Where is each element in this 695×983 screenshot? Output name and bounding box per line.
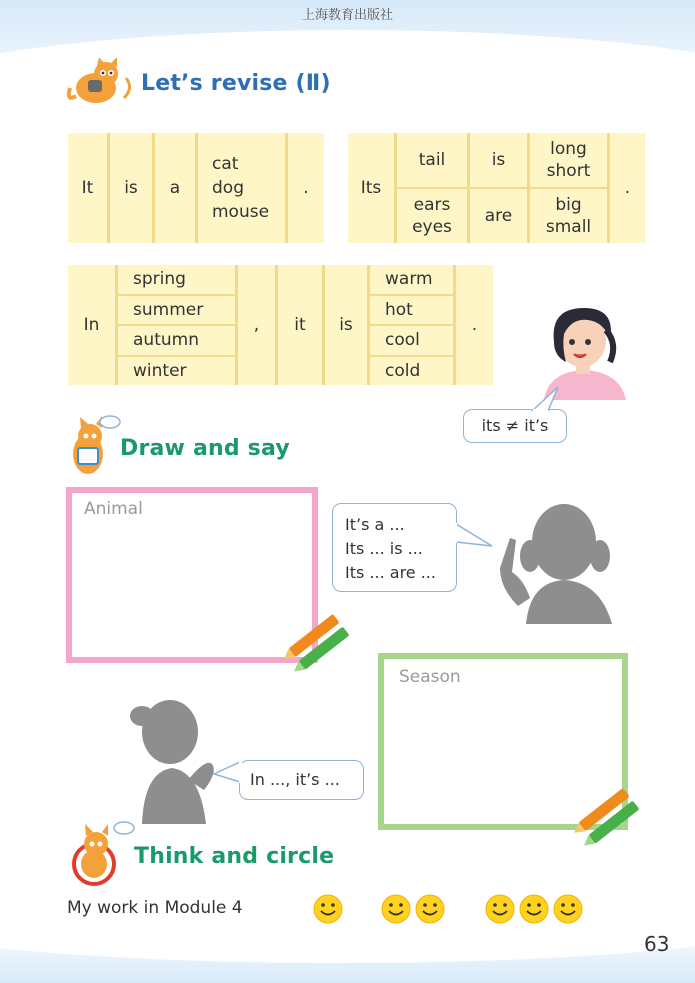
sentence-table-seasons	[68, 265, 493, 385]
season-sentence-bubble: In ..., it’s ...	[239, 760, 364, 800]
bubble-tail-icon	[454, 520, 494, 550]
section-title-draw: Draw and say	[120, 436, 290, 461]
list-item: spring	[133, 269, 186, 290]
bubble-tail-icon	[530, 385, 560, 412]
list-item: ears	[413, 195, 451, 215]
work-label: My work in Module 4	[67, 898, 243, 918]
smiley-icon	[312, 893, 344, 925]
table-cell: it	[278, 265, 325, 385]
list-item: short	[546, 161, 591, 181]
animal-sentence-bubble	[332, 503, 457, 592]
table-cell: .	[471, 315, 478, 335]
table-cell-parts	[397, 133, 470, 243]
sentence-table-animal	[68, 133, 324, 243]
table-cell: Its	[348, 133, 397, 243]
crayons-icon	[282, 614, 358, 672]
cat-with-crayon-icon	[66, 414, 122, 480]
table-cell: is	[325, 265, 370, 385]
smiley-icon	[484, 893, 586, 925]
list-item: big	[555, 195, 582, 215]
publisher-name: 上海教育出版社	[301, 8, 393, 23]
section-title-think: Think and circle	[134, 844, 335, 869]
list-item: autumn	[118, 324, 235, 355]
table-cell-weather	[370, 265, 456, 385]
list-item: cold	[370, 355, 453, 386]
table-cell: In	[68, 265, 118, 385]
smiley-icon	[380, 893, 448, 925]
table-cell: a	[155, 133, 198, 243]
crayons-icon	[572, 788, 648, 846]
rating-three-smileys[interactable]	[484, 893, 586, 929]
bubble-line: Its ... is ...	[345, 539, 423, 558]
frame-label-animal: Animal	[84, 499, 143, 519]
sentence-table-body-parts	[348, 133, 645, 243]
table-cell: It	[68, 133, 110, 243]
table-cell-nouns	[198, 133, 288, 243]
list-item: winter	[118, 355, 235, 386]
table-cell: .	[624, 178, 631, 198]
section-title-revise: Let’s revise (Ⅱ)	[141, 71, 331, 96]
list-item: mouse	[212, 202, 270, 222]
bubble-tail-icon	[212, 758, 242, 786]
list-item: is	[491, 150, 506, 170]
list-item: dog	[212, 178, 244, 198]
list-item: small	[545, 217, 592, 237]
frame-label-season: Season	[399, 667, 461, 687]
table-cell-verbs	[470, 133, 530, 243]
child-silhouette-icon	[490, 498, 622, 624]
bubble-line: It’s a ...	[345, 515, 405, 534]
rating-two-smileys[interactable]	[380, 893, 448, 929]
list-item: tail	[418, 150, 446, 170]
table-cell-seasons	[118, 265, 238, 385]
rating-one-smiley[interactable]	[312, 893, 344, 929]
list-item: eyes	[412, 217, 452, 237]
table-cell-adjectives	[530, 133, 610, 243]
list-item: are	[470, 187, 527, 243]
cat-circle-icon	[66, 820, 136, 888]
list-item: summer	[118, 294, 235, 325]
table-cell: is	[110, 133, 155, 243]
table-cell: .	[303, 178, 309, 198]
list-item: long	[550, 139, 587, 159]
list-item: cat	[212, 154, 239, 174]
cat-mascot-icon	[66, 58, 136, 106]
note-bubble: its ≠ it’s	[463, 409, 567, 443]
list-item: cool	[370, 324, 453, 355]
list-item: warm	[385, 269, 433, 290]
child-silhouette-icon	[126, 694, 224, 824]
animal-drawing-area[interactable]	[66, 487, 318, 663]
table-cell: ,	[238, 265, 278, 385]
page-number: 63	[644, 932, 670, 956]
list-item: hot	[370, 294, 453, 325]
bubble-line: Its ... are ...	[345, 563, 436, 582]
